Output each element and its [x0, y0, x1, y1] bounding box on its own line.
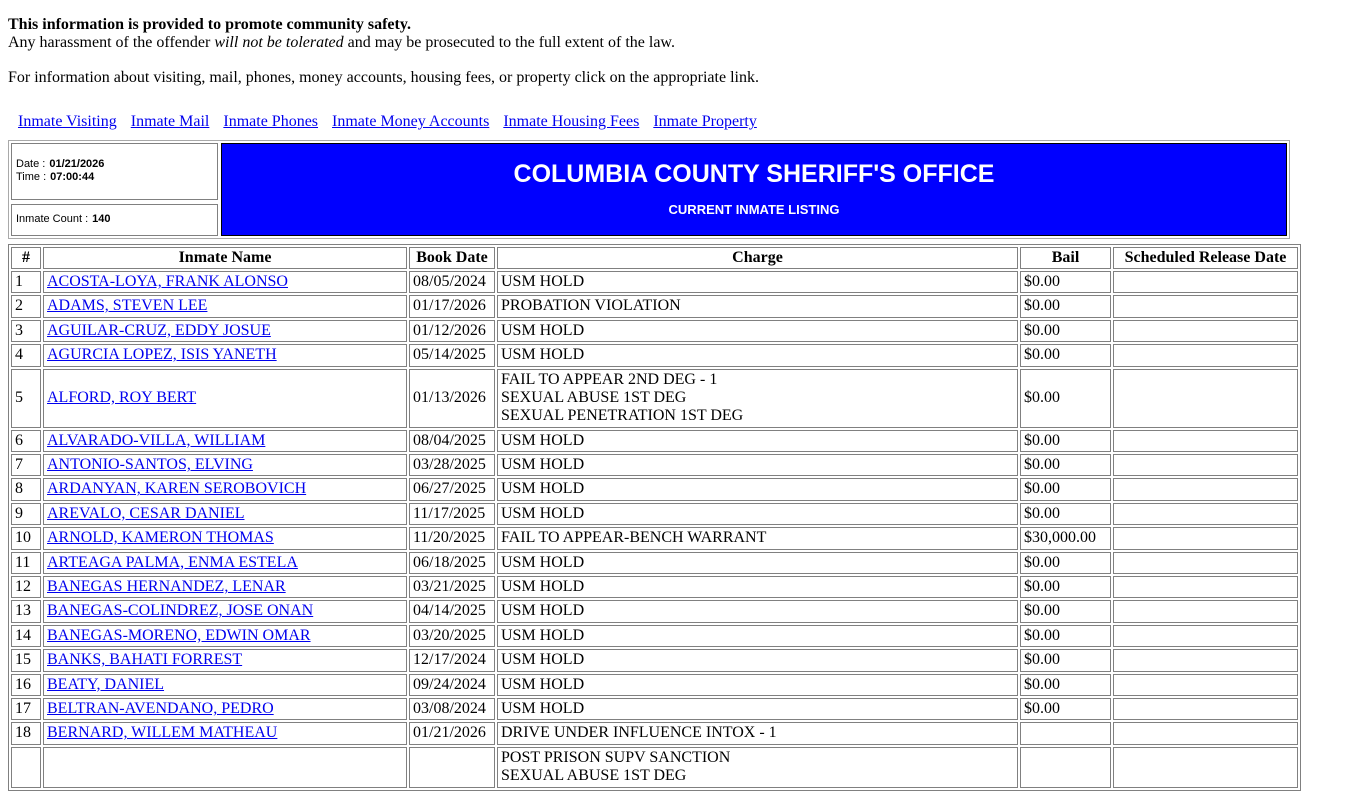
link-inmate-money-accounts[interactable]: Inmate Money Accounts [332, 113, 490, 131]
table-row [11, 674, 1298, 696]
date-line [16, 158, 215, 171]
count-line [16, 213, 215, 226]
bail-cell: $0.00 [1020, 600, 1111, 622]
charge-cell: USM HOLD [497, 478, 1018, 500]
inmate-name-cell [43, 649, 407, 671]
inmate-name-cell [43, 698, 407, 720]
time-value: 07:00:44 [50, 171, 95, 184]
col-header-charge: Charge [497, 247, 1018, 269]
row-number-cell: 16 [11, 674, 41, 696]
release-date-cell [1113, 552, 1298, 574]
link-inmate-visiting[interactable]: Inmate Visiting [18, 113, 117, 131]
row-number-cell: 12 [11, 576, 41, 598]
charge-cell: USM HOLD [497, 600, 1018, 622]
inmate-name-link[interactable]: BELTRAN-AVENDANO, PEDRO [47, 699, 274, 717]
charge-cell: USM HOLD [497, 271, 1018, 293]
row-number-cell: 17 [11, 698, 41, 720]
inmate-name-cell [43, 600, 407, 622]
row-number-cell: 9 [11, 503, 41, 525]
inmate-name-link[interactable]: ACOSTA-LOYA, FRANK ALONSO [47, 272, 288, 290]
inmate-name-cell [43, 344, 407, 366]
book-date-cell: 01/21/2026 [409, 722, 495, 744]
release-date-cell [1113, 625, 1298, 647]
row-number-cell: 15 [11, 649, 41, 671]
link-inmate-phones[interactable]: Inmate Phones [223, 113, 319, 131]
inmate-name-cell [43, 747, 407, 788]
release-date-cell [1113, 600, 1298, 622]
row-number-cell: 5 [11, 369, 41, 428]
inmate-name-cell [43, 625, 407, 647]
header-left-column [11, 143, 218, 236]
release-date-cell [1113, 747, 1298, 788]
page-title: COLUMBIA COUNTY SHERIFF'S OFFICE [513, 159, 995, 188]
book-date-cell: 03/08/2024 [409, 698, 495, 720]
link-inmate-housing-fees[interactable]: Inmate Housing Fees [503, 113, 640, 131]
release-date-cell [1113, 674, 1298, 696]
table-row [11, 625, 1298, 647]
row-number-cell: 14 [11, 625, 41, 647]
charge-cell: PROBATION VIOLATION [497, 295, 1018, 317]
bail-cell [1020, 722, 1111, 744]
release-date-cell [1113, 576, 1298, 598]
table-row [11, 271, 1298, 293]
release-date-cell [1113, 478, 1298, 500]
book-date-cell: 05/14/2025 [409, 344, 495, 366]
book-date-cell: 12/17/2024 [409, 649, 495, 671]
table-row [11, 600, 1298, 622]
safety-notice [8, 16, 1358, 53]
row-number-cell: 18 [11, 722, 41, 744]
inmate-name-cell [43, 478, 407, 500]
inmate-name-link[interactable]: ARDANYAN, KAREN SEROBOVICH [47, 480, 307, 498]
date-label: Date : [16, 158, 46, 171]
inmate-name-cell [43, 320, 407, 342]
table-row [11, 576, 1298, 598]
bail-cell: $0.00 [1020, 576, 1111, 598]
time-label: Time : [16, 171, 47, 184]
table-row [11, 527, 1298, 549]
col-header-inmate-name: Inmate Name [43, 247, 407, 269]
release-date-cell [1113, 698, 1298, 720]
book-date-cell [409, 747, 495, 788]
charge-cell: FAIL TO APPEAR-BENCH WARRANT [497, 527, 1018, 549]
page-subtitle: CURRENT INMATE LISTING [668, 201, 840, 217]
book-date-cell: 01/12/2026 [409, 320, 495, 342]
header-block [8, 140, 1290, 239]
banner [221, 143, 1287, 236]
inmate-name-link[interactable]: BANKS, BAHATI FORREST [47, 651, 243, 669]
charge-cell: USM HOLD [497, 503, 1018, 525]
inmate-table-body [11, 271, 1298, 788]
row-number-cell: 7 [11, 454, 41, 476]
table-row [11, 552, 1298, 574]
release-date-cell [1113, 344, 1298, 366]
inmate-name-cell [43, 295, 407, 317]
charge-cell: USM HOLD [497, 625, 1018, 647]
notice-harassment-emphasis: will not be tolerated [214, 34, 344, 52]
inmate-name-cell [43, 552, 407, 574]
row-number-cell: 10 [11, 527, 41, 549]
col-header-bail: Bail [1020, 247, 1111, 269]
book-date-cell: 03/28/2025 [409, 454, 495, 476]
row-number-cell: 11 [11, 552, 41, 574]
col-header-book-date: Book Date [409, 247, 495, 269]
bail-cell: $0.00 [1020, 649, 1111, 671]
table-row [11, 344, 1298, 366]
inmate-name-cell [43, 454, 407, 476]
notice-harassment-suffix: and may be prosecuted to the full extent of the law. [343, 34, 675, 52]
table-row [11, 430, 1298, 452]
book-date-cell: 03/20/2025 [409, 625, 495, 647]
charge-cell: USM HOLD [497, 430, 1018, 452]
bail-cell: $0.00 [1020, 369, 1111, 428]
charge-cell: POST PRISON SUPV SANCTION SEXUAL ABUSE 1ST DEG [497, 747, 1018, 788]
time-line [16, 171, 215, 184]
inmate-name-cell [43, 369, 407, 428]
book-date-cell: 01/17/2026 [409, 295, 495, 317]
book-date-cell: 04/14/2025 [409, 600, 495, 622]
charge-cell: USM HOLD [497, 674, 1018, 696]
inmate-name-link[interactable]: ADAMS, STEVEN LEE [47, 297, 208, 315]
bail-cell: $0.00 [1020, 320, 1111, 342]
charge-cell: USM HOLD [497, 576, 1018, 598]
link-inmate-property[interactable]: Inmate Property [653, 113, 757, 131]
table-row [11, 722, 1298, 744]
inmate-name-link[interactable]: BANEGAS-COLINDREZ, JOSE ONAN [47, 602, 314, 620]
book-date-cell: 06/18/2025 [409, 552, 495, 574]
inmate-name-cell [43, 503, 407, 525]
release-date-cell [1113, 454, 1298, 476]
inmate-table [8, 244, 1301, 791]
book-date-cell: 09/24/2024 [409, 674, 495, 696]
inmate-name-link[interactable]: BANEGAS-MORENO, EDWIN OMAR [47, 626, 311, 644]
row-number-cell: 3 [11, 320, 41, 342]
links-info-text: For information about visiting, mail, phones, money accounts, housing fees, or property click on the appropriate link. [8, 68, 759, 86]
charge-cell: USM HOLD [497, 552, 1018, 574]
inmate-name-link[interactable]: AGURCIA LOPEZ, ISIS YANETH [47, 346, 277, 364]
charge-cell: USM HOLD [497, 649, 1018, 671]
release-date-cell [1113, 527, 1298, 549]
inmate-count-value: 140 [92, 213, 111, 226]
charge-cell: USM HOLD [497, 454, 1018, 476]
row-number-cell: 13 [11, 600, 41, 622]
inmate-name-link[interactable]: AGUILAR-CRUZ, EDDY JOSUE [47, 321, 271, 339]
inmate-name-link[interactable]: AREVALO, CESAR DANIEL [47, 504, 245, 522]
table-row [11, 369, 1298, 428]
book-date-cell: 11/20/2025 [409, 527, 495, 549]
bail-cell: $30,000.00 [1020, 527, 1111, 549]
release-date-cell [1113, 722, 1298, 744]
table-row [11, 649, 1298, 671]
row-number-cell: 1 [11, 271, 41, 293]
bail-cell: $0.00 [1020, 295, 1111, 317]
table-row [11, 698, 1298, 720]
table-header-row [11, 247, 1298, 269]
bail-cell: $0.00 [1020, 271, 1111, 293]
bail-cell: $0.00 [1020, 503, 1111, 525]
inmate-name-link[interactable]: ALVARADO-VILLA, WILLIAM [47, 431, 266, 449]
bail-cell: $0.00 [1020, 344, 1111, 366]
inmate-name-cell [43, 271, 407, 293]
release-date-cell [1113, 503, 1298, 525]
release-date-cell [1113, 295, 1298, 317]
release-date-cell [1113, 271, 1298, 293]
book-date-cell: 08/05/2024 [409, 271, 495, 293]
bail-cell: $0.00 [1020, 625, 1111, 647]
col-header-release-date: Scheduled Release Date [1113, 247, 1298, 269]
book-date-cell: 08/04/2025 [409, 430, 495, 452]
inmate-name-cell [43, 722, 407, 744]
table-row [11, 320, 1298, 342]
inmate-name-link[interactable]: ALFORD, ROY BERT [47, 388, 197, 406]
inmate-name-cell [43, 430, 407, 452]
release-date-cell [1113, 430, 1298, 452]
charge-cell: DRIVE UNDER INFLUENCE INTOX - 1 [497, 722, 1018, 744]
inmate-name-link[interactable]: BERNARD, WILLEM MATHEAU [47, 724, 278, 742]
row-number-cell [11, 747, 41, 788]
charge-cell: USM HOLD [497, 698, 1018, 720]
book-date-cell: 11/17/2025 [409, 503, 495, 525]
bail-cell: $0.00 [1020, 698, 1111, 720]
date-value: 01/21/2026 [49, 158, 105, 171]
inmate-name-link[interactable]: BANEGAS HERNANDEZ, LENAR [47, 578, 286, 596]
inmate-count-label: Inmate Count : [16, 213, 89, 226]
row-number-cell: 8 [11, 478, 41, 500]
row-number-cell: 6 [11, 430, 41, 452]
bail-cell: $0.00 [1020, 430, 1111, 452]
bail-cell [1020, 747, 1111, 788]
table-row [11, 747, 1298, 788]
col-header-number: # [11, 247, 41, 269]
bail-cell: $0.00 [1020, 674, 1111, 696]
table-row [11, 454, 1298, 476]
bail-cell: $0.00 [1020, 478, 1111, 500]
book-date-cell: 03/21/2025 [409, 576, 495, 598]
inmate-name-cell [43, 674, 407, 696]
book-date-cell: 01/13/2026 [409, 369, 495, 428]
notice-headline: This information is provided to promote community safety. [8, 16, 411, 33]
inmate-name-link[interactable]: ARTEAGA PALMA, ENMA ESTELA [47, 553, 298, 571]
inmate-nav-links [18, 113, 1358, 131]
charge-cell: FAIL TO APPEAR 2ND DEG - 1 SEXUAL ABUSE 1ST DEG SEXUAL PENETRATION 1ST DEG [497, 369, 1018, 428]
charge-cell: USM HOLD [497, 344, 1018, 366]
release-date-cell [1113, 320, 1298, 342]
inmate-name-link[interactable]: ANTONIO-SANTOS, ELVING [47, 456, 253, 474]
release-date-cell [1113, 369, 1298, 428]
inmate-name-cell [43, 527, 407, 549]
bail-cell: $0.00 [1020, 454, 1111, 476]
bail-cell: $0.00 [1020, 552, 1111, 574]
row-number-cell: 2 [11, 295, 41, 317]
release-date-cell [1113, 649, 1298, 671]
charge-cell: USM HOLD [497, 320, 1018, 342]
table-row [11, 478, 1298, 500]
notice-harassment-prefix: Any harassment of the offender [8, 34, 215, 52]
link-inmate-mail[interactable]: Inmate Mail [130, 113, 210, 131]
table-row [11, 503, 1298, 525]
inmate-name-cell [43, 576, 407, 598]
row-number-cell: 4 [11, 344, 41, 366]
inmate-name-link[interactable]: BEATY, DANIEL [47, 675, 165, 693]
inmate-count-box [11, 204, 218, 236]
table-row [11, 295, 1298, 317]
inmate-name-link[interactable]: ARNOLD, KAMERON THOMAS [47, 529, 274, 547]
book-date-cell: 06/27/2025 [409, 478, 495, 500]
date-time-box [11, 143, 218, 200]
